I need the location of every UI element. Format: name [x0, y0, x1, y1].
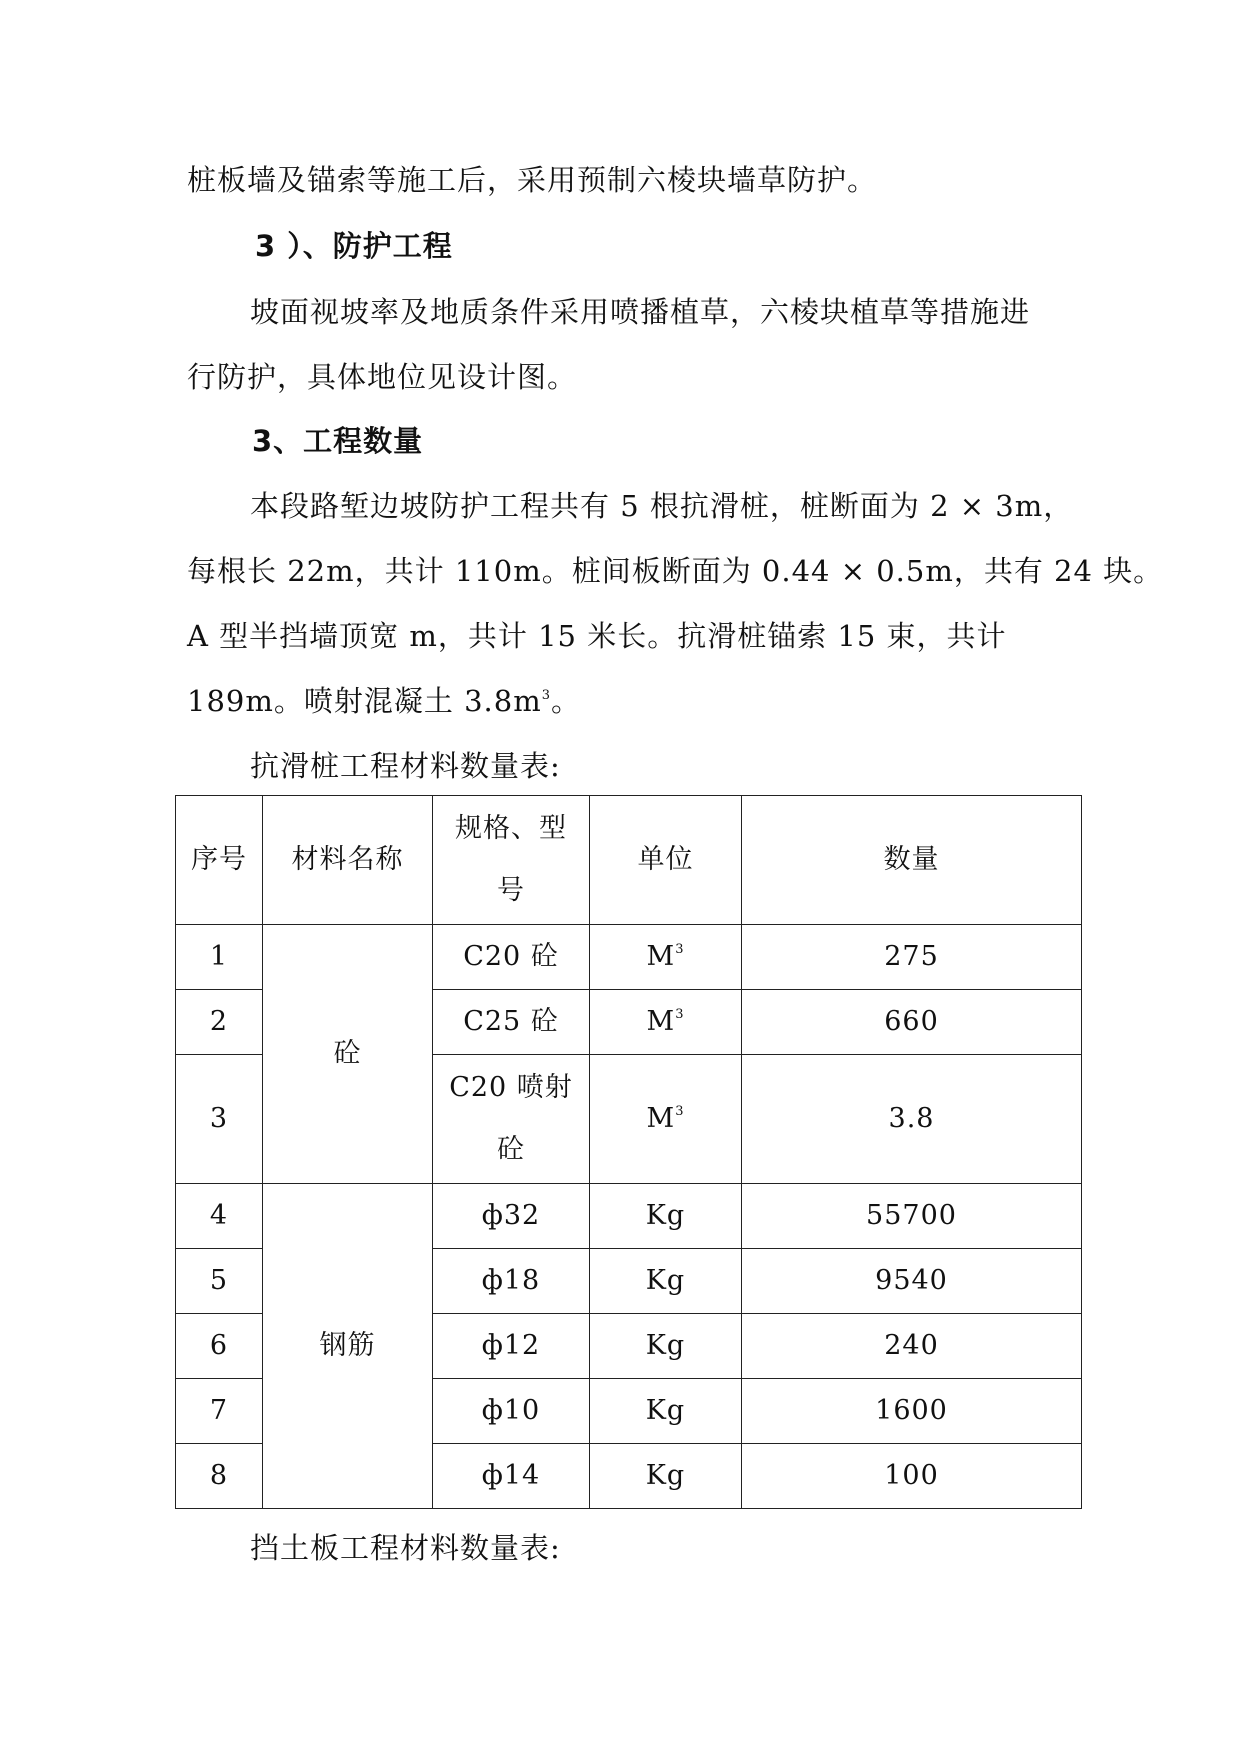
cell-unit — [590, 990, 742, 1055]
header-no: 序号 — [176, 796, 263, 925]
cell-spec — [433, 1055, 590, 1184]
superscript: 3 — [675, 942, 685, 957]
cell-unit: Kg — [590, 1314, 742, 1379]
cell-no: 8 — [176, 1444, 263, 1509]
cell-qty: 9540 — [742, 1249, 1082, 1314]
header-spec-line: 规格、型 — [455, 813, 567, 844]
cell-unit: Kg — [590, 1444, 742, 1509]
cell-no: 1 — [176, 925, 263, 990]
section-heading: 3 ）、防护工程 — [255, 229, 453, 263]
cell-spec: C25 砼 — [433, 990, 590, 1055]
cell-qty: 3.8 — [742, 1055, 1082, 1184]
cell-qty: 660 — [742, 990, 1082, 1055]
paragraph-text: 每根长 22m，共计 110m。桩间板断面为 0.44 × 0.5m，共有 24 块。 — [187, 554, 1164, 588]
cell-unit — [590, 1055, 742, 1184]
cell-spec: ф14 — [433, 1444, 590, 1509]
cell-group-concrete: 砼 — [263, 925, 433, 1184]
paragraph-text: 行防护，具体地位见设计图。 — [187, 360, 578, 394]
cell-group-steel: 钢筋 — [263, 1184, 433, 1509]
superscript: 3 — [675, 1007, 685, 1022]
header-spec — [433, 796, 590, 925]
cell-qty: 100 — [742, 1444, 1082, 1509]
cell-qty: 240 — [742, 1314, 1082, 1379]
cell-no: 7 — [176, 1379, 263, 1444]
paragraph-text: 本段路堑边坡防护工程共有 5 根抗滑桩，桩断面为 2 × 3m， — [250, 489, 1074, 523]
table-caption: 挡土板工程材料数量表: — [250, 1531, 561, 1565]
cell-no: 2 — [176, 990, 263, 1055]
spec-line: 砼 — [496, 1134, 525, 1165]
spec-line: C20 喷射 — [449, 1072, 573, 1103]
paragraph-text — [187, 681, 581, 721]
cell-qty: 275 — [742, 925, 1082, 990]
cell-spec: ф18 — [433, 1249, 590, 1314]
cell-no: 5 — [176, 1249, 263, 1314]
cell-no: 3 — [176, 1055, 263, 1184]
cell-no: 6 — [176, 1314, 263, 1379]
material-table — [175, 795, 1082, 1509]
superscript: 3 — [675, 1104, 685, 1119]
header-unit: 单位 — [590, 796, 742, 925]
text-fragment: 。 — [550, 684, 581, 718]
cell-qty: 1600 — [742, 1379, 1082, 1444]
unit-text: M — [646, 1103, 676, 1134]
cell-unit: Kg — [590, 1379, 742, 1444]
cell-spec: C20 砼 — [433, 925, 590, 990]
cell-no: 4 — [176, 1184, 263, 1249]
header-name: 材料名称 — [263, 796, 433, 925]
table-row — [176, 925, 1082, 990]
cell-unit — [590, 925, 742, 990]
cell-spec: ф12 — [433, 1314, 590, 1379]
table-caption: 抗滑桩工程材料数量表: — [250, 749, 561, 783]
cell-qty: 55700 — [742, 1184, 1082, 1249]
unit-text: M — [646, 1006, 676, 1037]
cell-unit: Kg — [590, 1249, 742, 1314]
paragraph-text: 桩板墙及锚索等施工后，采用预制六棱块墙草防护。 — [187, 163, 878, 197]
table-header-row — [176, 796, 1082, 925]
unit-text: M — [646, 941, 676, 972]
cell-unit: Kg — [590, 1184, 742, 1249]
section-heading: 3、工程数量 — [252, 424, 424, 458]
paragraph-text: 坡面视坡率及地质条件采用喷播植草，六棱块植草等措施进 — [250, 295, 1031, 329]
cell-spec: ф10 — [433, 1379, 590, 1444]
paragraph-text: A 型半挡墙顶宽 m，共计 15 米长。抗滑桩锚索 15 束，共计 — [187, 619, 1007, 653]
header-spec-line: 号 — [497, 875, 525, 906]
text-fragment: 189m。喷射混凝土 3.8m — [187, 684, 542, 718]
superscript: 3 — [541, 688, 551, 703]
cell-spec: ф32 — [433, 1184, 590, 1249]
table-row — [176, 1184, 1082, 1249]
header-qty: 数量 — [742, 796, 1082, 925]
